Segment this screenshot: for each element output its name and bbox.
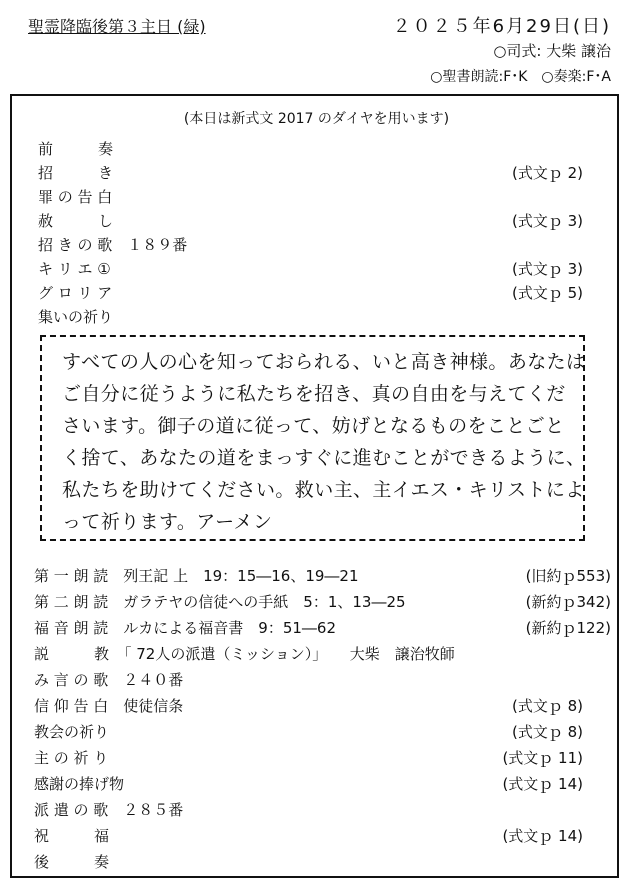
order-item-label: 招 き bbox=[38, 164, 114, 182]
order-item bbox=[38, 210, 583, 234]
officiant: ○司式: 大柴 譲治 bbox=[493, 42, 611, 60]
order-item-label: 集いの祈り bbox=[38, 308, 114, 326]
reading-item bbox=[34, 669, 611, 695]
reading-item bbox=[34, 617, 611, 643]
reading-item bbox=[34, 747, 583, 773]
collect-prayer-box bbox=[40, 335, 585, 541]
reading-item bbox=[34, 799, 583, 825]
order-item-page: (式文ｐ 2) bbox=[511, 164, 583, 182]
reading-item bbox=[34, 825, 583, 851]
order-item-label: 前 奏 bbox=[38, 140, 114, 158]
order-item bbox=[38, 186, 583, 210]
order-item-label: 赦 し bbox=[38, 212, 114, 230]
reading-page: (式文ｐ 8) bbox=[511, 723, 583, 741]
reading-page: (式文ｐ 14) bbox=[502, 827, 583, 845]
reading-label: 第 一 朗 読 列王記 上 19：15―16、19―21 bbox=[34, 567, 359, 585]
order-item-page: (式文ｐ 3) bbox=[511, 212, 583, 230]
reading-label: 後 奏 bbox=[34, 853, 110, 871]
reading-label: み 言 の 歌 ２４０番 bbox=[34, 671, 184, 689]
reading-item bbox=[34, 591, 611, 617]
order-item bbox=[38, 306, 583, 330]
reading-label: 祝 福 bbox=[34, 827, 110, 845]
prayer-line: ご自分に従うように私たちを招き、真の自由を与えてくだ bbox=[62, 383, 566, 405]
reading-item bbox=[34, 565, 611, 591]
reading-page: (新約ｐ122) bbox=[525, 619, 611, 637]
prayer-line: く捨て、あなたの道をまっすぐに進むことができるように、 bbox=[62, 447, 586, 469]
reading-item bbox=[34, 695, 583, 721]
reading-page: (旧約ｐ553) bbox=[525, 567, 611, 585]
liturgy-note: (本日は新式文 2017 のダイヤを用います) bbox=[183, 111, 450, 127]
reading-page: (式文ｐ 14) bbox=[502, 775, 583, 793]
reading-item bbox=[34, 721, 583, 747]
reading-label: 教会の祈り bbox=[34, 723, 110, 741]
reading-label: 主 の 祈 り bbox=[34, 749, 109, 767]
order-item-label: 招 き の 歌 １８９番 bbox=[38, 236, 188, 254]
order-item bbox=[38, 258, 583, 282]
prayer-line: って祈ります。アーメン bbox=[62, 511, 273, 533]
sermon-item bbox=[34, 643, 611, 669]
order-item-label: 罪 の 告 白 bbox=[38, 188, 113, 206]
order-item-page: (式文ｐ 5) bbox=[511, 284, 583, 302]
prayer-line: すべての人の心を知っておられる、いと高き神様。あなたは bbox=[62, 351, 586, 373]
order-item bbox=[38, 162, 583, 186]
reading-item bbox=[34, 773, 583, 799]
order-item-label: グ ロ リ ア bbox=[38, 284, 113, 302]
reading-page: (式文ｐ 8) bbox=[511, 697, 583, 715]
service-title: 聖霊降臨後第３主日 (緑) bbox=[28, 17, 206, 36]
reading-page: (式文ｐ 11) bbox=[502, 749, 583, 767]
reading-label: 派 遣 の 歌 ２８５番 bbox=[34, 801, 184, 819]
reading-item bbox=[34, 851, 583, 877]
reading-label: 信 仰 告 白 使徒信条 bbox=[34, 697, 184, 715]
service-date: ２０２５年6月29日(日) bbox=[392, 16, 611, 37]
reading-label: 第 二 朗 読 ガラテヤの信徒への手紙 5：1、13―25 bbox=[34, 593, 406, 611]
order-item bbox=[38, 234, 583, 258]
reading-label: 福 音 朗 読 ルカによる福音書 9：51―62 bbox=[34, 619, 337, 637]
reading-label: 感謝の捧げ物 bbox=[34, 775, 125, 793]
order-item-page: (式文ｐ 3) bbox=[511, 260, 583, 278]
readers-and-organist: ○聖書朗読:F･K ○奏楽:F･A bbox=[430, 69, 611, 85]
order-item bbox=[38, 138, 583, 162]
prayer-line: 私たちを助けてください。救い主、主イエス・キリストによ bbox=[62, 479, 585, 501]
order-item bbox=[38, 282, 583, 306]
order-item-label: キ リ エ ① bbox=[38, 260, 111, 278]
prayer-line: さいます。御子の道に従って、妨げとなるものをことごと bbox=[62, 415, 565, 437]
reading-label: 説 教 「 72人の派遣（ミッション）」 大柴 譲治牧師 bbox=[34, 645, 455, 663]
reading-page: (新約ｐ342) bbox=[525, 593, 611, 611]
